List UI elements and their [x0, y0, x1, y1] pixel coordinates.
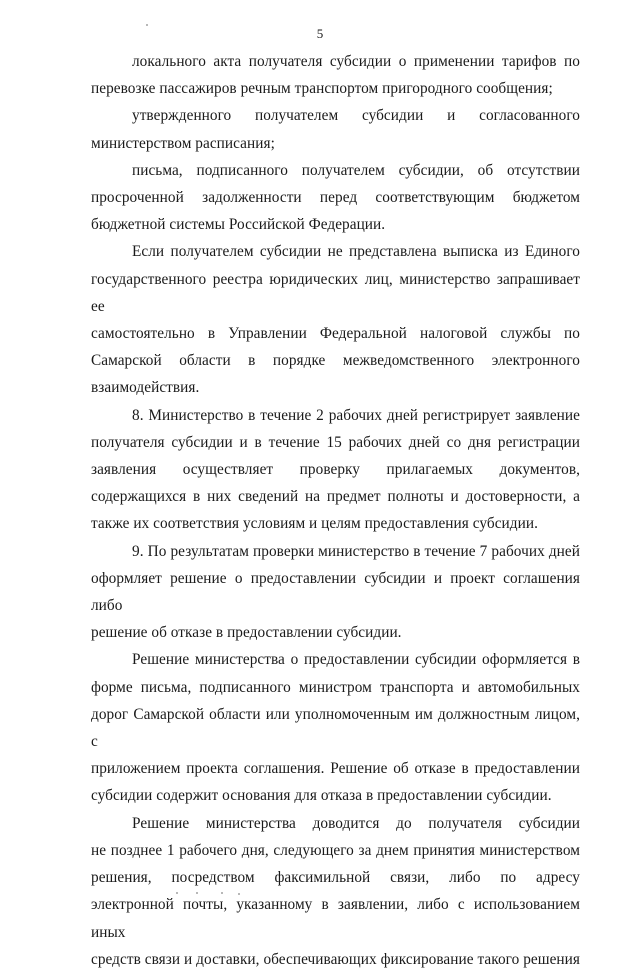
- text-line: перевозке пассажиров речным транспортом пригородного сообщения;: [91, 80, 553, 98]
- text-line: содержащихся в них сведений на предмет полноты и достоверности, а: [91, 488, 580, 506]
- text-line: взаимодействия.: [91, 379, 200, 397]
- paragraph-p3: [91, 157, 580, 239]
- paragraph-p6: [91, 538, 580, 647]
- text-line: средств связи и доставки, обеспечивающих фиксирование такого решения: [91, 950, 580, 968]
- text-line: Решение министерства о предоставлении субсидии оформляется в: [132, 651, 580, 669]
- text-line: локального акта получателя субсидии о применении тарифов по: [132, 53, 580, 70]
- document-body: [91, 48, 580, 973]
- text-line: решения, посредством факсимильной связи, либо по адресу: [91, 869, 580, 887]
- scan-artifact: [221, 892, 223, 894]
- text-line: дорог Самарской области или уполномоченным им должностным лицом, с: [91, 705, 580, 751]
- text-line: 9. По результатам проверки министерство в течение 7 рабочих дней: [132, 542, 580, 560]
- text-line: заявления осуществляет проверку прилагаемых документов,: [91, 461, 580, 479]
- text-line: Если получателем субсидии не представлена выписка из Единого: [132, 243, 580, 261]
- text-line: также их соответствия условиям и целям предоставления субсидии.: [91, 515, 538, 533]
- scan-artifact: [196, 892, 198, 894]
- text-line: оформляет решение о предоставлении субсидии и проект соглашения либо: [91, 569, 580, 615]
- text-line: самостоятельно в Управлении Федеральной налоговой службы по: [91, 325, 580, 343]
- text-line: приложением проекта соглашения. Решение об отказе в предоставлении: [91, 760, 580, 778]
- paragraph-p5: [91, 402, 580, 538]
- text-line: государственного реестра юридических лиц, министерство запрашивает ее: [91, 270, 580, 315]
- text-line: Самарской области в порядке межведомственного электронного: [91, 352, 580, 370]
- scan-artifact: [146, 24, 148, 26]
- text-line: бюджетной системы Российской Федерации.: [91, 216, 386, 234]
- paragraph-p1: [91, 48, 580, 102]
- paragraph-p2: [91, 102, 580, 156]
- text-line: министерством расписания;: [91, 134, 275, 152]
- text-line: электронной почты, указанному в заявлении, либо с использованием иных: [91, 896, 580, 941]
- text-line: 8. Министерство в течение 2 рабочих дней регистрирует заявление: [132, 406, 580, 424]
- scan-artifact: [238, 893, 240, 895]
- paragraph-p8: [91, 810, 580, 973]
- page-number: 5: [316, 26, 324, 41]
- text-line: получателя субсидии и в течение 15 рабочих дней со дня регистрации: [91, 433, 580, 451]
- text-line: Решение министерства доводится до получателя субсидии: [132, 814, 580, 832]
- scan-artifact: [176, 892, 178, 894]
- text-line: форме письма, подписанного министром транспорта и автомобильных: [91, 678, 580, 696]
- paragraph-p4: [91, 238, 580, 401]
- text-line: субсидии содержит основания для отказа в предоставлении субсидии.: [91, 787, 552, 805]
- text-line: решение об отказе в предоставлении субсидии.: [91, 624, 402, 642]
- text-line: просроченной задолженности перед соответствующим бюджетом: [91, 189, 580, 207]
- paragraph-p7: [91, 646, 580, 809]
- text-line: утвержденного получателем субсидии и согласованного: [132, 107, 580, 125]
- text-line: не позднее 1 рабочего дня, следующего за днем принятия министерством: [91, 841, 580, 859]
- text-line: письма, подписанного получателем субсидии, об отсутствии: [132, 161, 580, 179]
